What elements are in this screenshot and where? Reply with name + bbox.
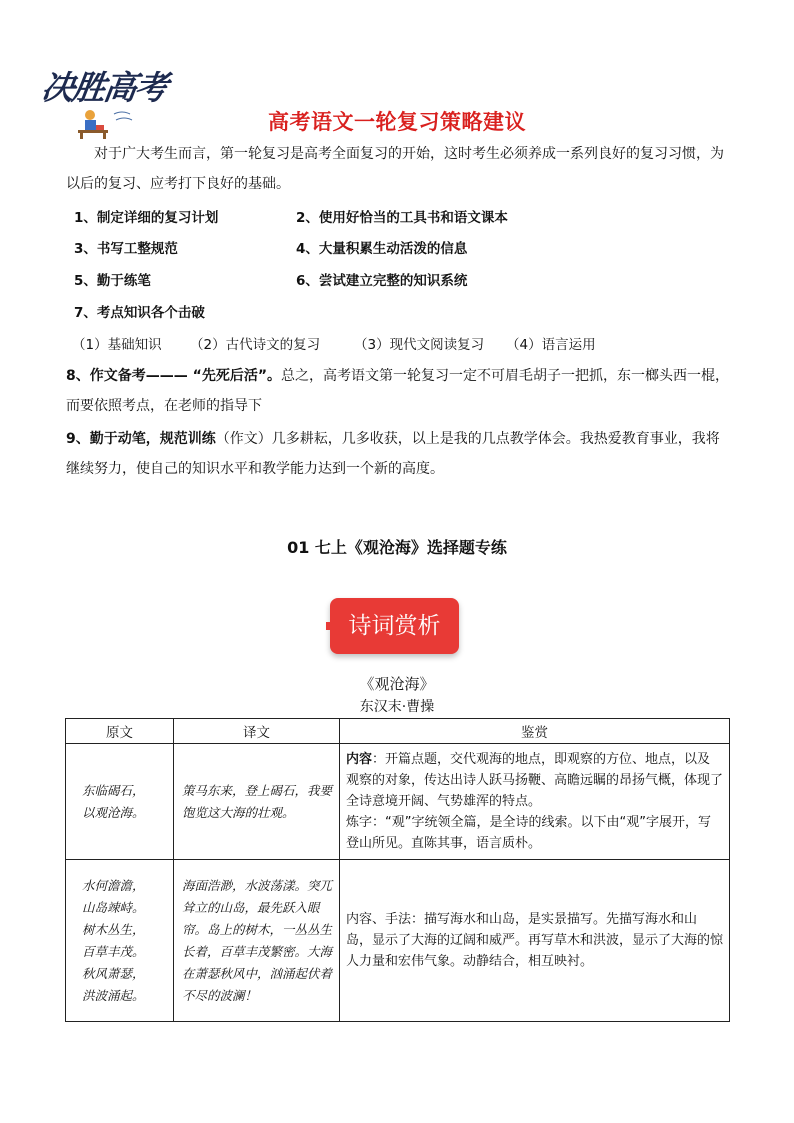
sub-item: （2）古代诗文的复习 [190,337,321,353]
item-9-text: （作文）几多耕耘，几多收获，以上是我的几点教学体会。我热爱教育事业，我将继续努力，使自己的知识水平和教学能力达到一个新的高度。 [66,431,720,477]
sub-item: （3）现代文阅读复习 [354,337,485,353]
column-header: 译文 [174,719,340,744]
appreciation-label: 内容 [346,752,373,767]
poem-title: 《观沧海》 [359,675,435,693]
column-header: 原文 [66,719,174,744]
list-item: 1、制定详细的复习计划 [74,210,219,226]
appreciation-label: 内容、手法 [346,912,412,927]
sub-item: （1）基础知识 [72,337,162,353]
logo-text: 决胜高考 [38,68,169,107]
appreciation-content [346,749,723,812]
original-text-cell [66,744,174,860]
poem-line: 山岛竦峙。 [82,899,145,915]
poem-line: 水何澹澹， [82,877,145,893]
appreciation-label: 炼字 [346,815,373,830]
appreciation-content [346,812,723,854]
poem-line: 洪波涌起。 [82,987,145,1003]
translation-cell: 策马东来，登上碣石，我要饱览这大海的壮观。 [174,744,340,860]
appreciation-separator: ： [411,912,425,927]
appreciation-text: “观”字统领全篇，是全诗的线索。以下由“观”字展开，写登山所见。直陈其事，语言质朴。 [346,815,711,851]
intro-paragraph: 对于广大考生而言，第一轮复习是高考全面复习的开始，这时考生必须养成一系列良好的复习习惯，为以后的复习、应考打下良好的基础。 [66,146,724,192]
appreciation-separator: ： [372,815,386,830]
poem-author: 东汉末·曹操 [359,699,435,715]
poem-line: 百草丰茂。 [82,943,145,959]
item-8-paragraph [66,361,730,421]
appreciation-content [346,909,723,972]
item-8-lead: 8、作文备考——— “先死后活”。 [66,368,282,384]
appreciation-cell [340,744,730,860]
appreciation-text: 描写海水和山岛，是实景描写。先描写海水和山岛，显示了大海的辽阔和威严。再写草木和洪波，显示了大海的惊人力量和宏伟气象。动静结合，相互映衬。 [346,912,724,969]
list-item: 7、考点知识各个击破 [74,305,205,321]
list-item: 4、大量积累生动活泼的信息 [296,241,468,257]
appreciation-separator: ： [372,752,386,767]
poem-analysis-table [65,718,730,1022]
list-item: 3、书写工整规范 [74,241,178,257]
table-header-row [66,719,730,744]
poetry-appreciation-badge: 诗词赏析 [330,598,459,654]
list-item: 2、使用好恰当的工具书和语文课本 [296,210,508,226]
poem-line: 树木丛生， [82,921,145,937]
poem-line: 以观沧海。 [82,804,145,820]
section-heading: 01 七上《观沧海》选择题专练 [287,538,507,557]
list-item: 6、尝试建立完整的知识系统 [296,273,468,289]
table-row [66,744,730,860]
original-text-cell [66,860,174,1022]
appreciation-text: 开篇点题，交代观海的地点，即观察的方位、地点，以及观察的对象，传达出诗人跃马扬鞭、高瞻远瞩的昂扬气概，体现了全诗意境开阔、气势雄浑的特点。 [346,752,724,809]
list-item: 5、勤于练笔 [74,273,151,289]
item-9-paragraph [66,424,730,484]
translation-cell: 海面浩渺，水波荡漾。突兀耸立的山岛，最先跃入眼帘。岛上的树木，一丛丛生长着，百草丰茂繁密。大海在萧瑟秋风中，汹涌起伏着不尽的波澜！ [174,860,340,1022]
table-row [66,860,730,1022]
appreciation-cell [340,860,730,1022]
item-9-lead: 9、勤于动笔，规范训练 [66,431,216,447]
column-header: 鉴赏 [340,719,730,744]
item-8-text: 总之，高考语文第一轮复习一定不可眉毛胡子一把抓，东一榔头西一棍，而要依照考点，在老师的指导下 [66,368,730,414]
document-title: 高考语文一轮复习策略建议 [268,110,526,134]
poem-line: 秋风萧瑟， [82,965,145,981]
poem-line: 东临碣石， [82,782,145,798]
sub-item: （4）语言运用 [506,337,596,353]
